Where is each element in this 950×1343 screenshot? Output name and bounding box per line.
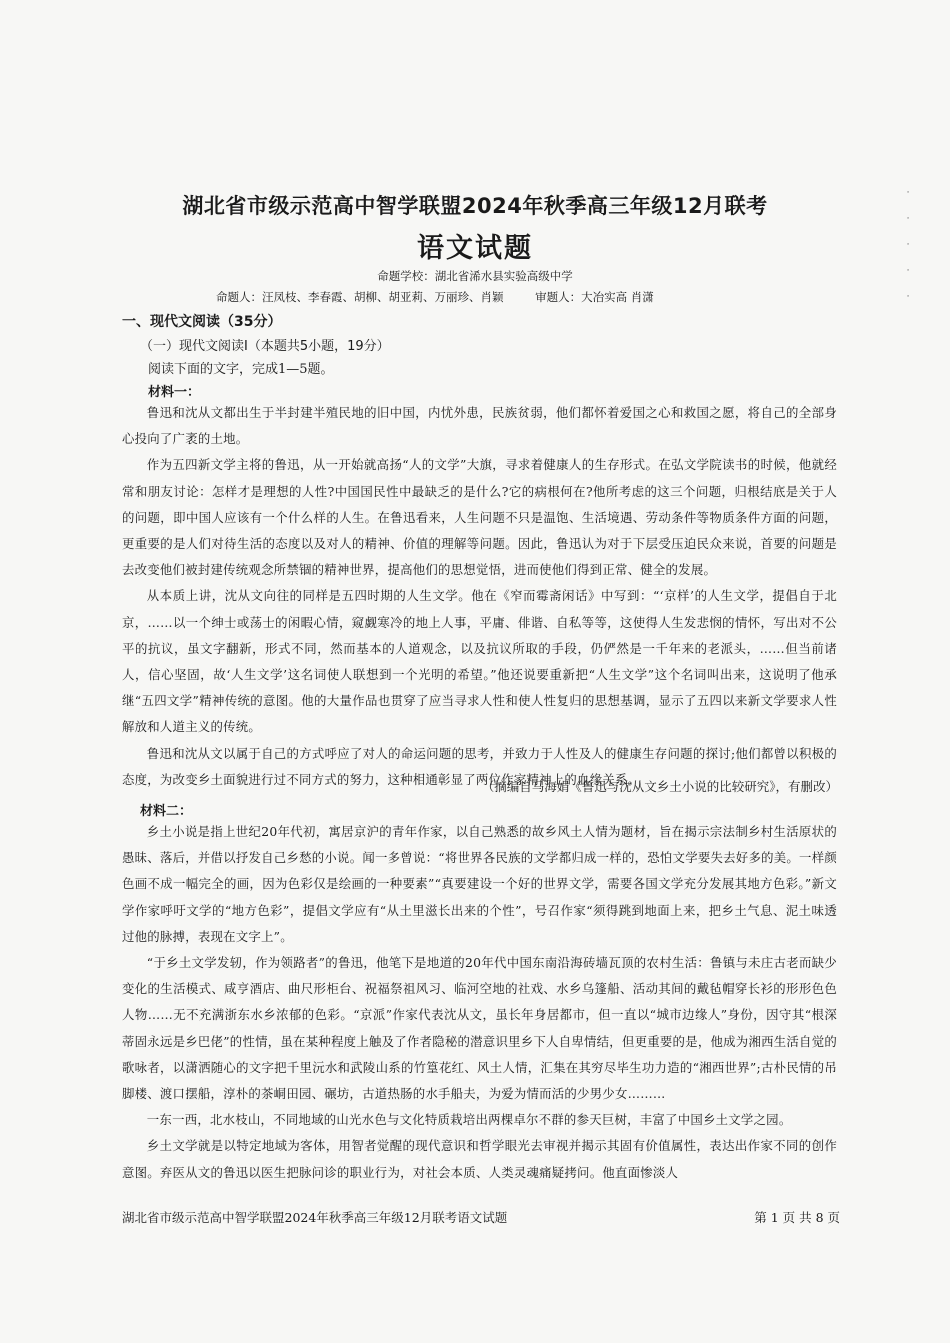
material1-source: （摘编自马海娟《鲁迅与沈从文乡土小说的比较研究》，有删改） [481,779,838,794]
section-heading: 一、现代文阅读（35分） [122,314,282,330]
paragraph: 鲁迅和沈从文都出生于半封建半殖民地的旧中国，内忧外患，民族贫弱，他们都怀着爱国之心和救国之愿，将自己的全部身心投向了广袤的土地。 [122,405,837,447]
page-footer [122,1208,840,1226]
margin-mark: · [906,266,910,276]
paragraph: 乡土文学就是以特定地域为客体，用智者觉醒的现代意识和哲学眼光去审视并揭示其固有价值属性，表达出作家不同的创作意图。弃医从文的鲁迅以医生把脉问诊的职业行为，对社会本质、人类灵魂痛疑拷问。他直面惨淡人 [122,1138,837,1180]
material2-body [122,819,837,1186]
page-number: 第 1 页 共 8 页 [754,1210,840,1225]
material2-label: 材料二： [140,804,193,819]
material1-label: 材料一： [148,385,201,400]
paragraph: 从本质上讲，沈从文向往的同样是五四时期的人生文学。他在《窄而霉斋闲话》中写到：“‘京样’的人生文学，提倡自于北京，……以一个绅士或荡士的闲暇心情，窥觑寒冷的地上人事，平庸、俳谐、自私等等，这使得人生发悲悯的情怀，写出对不公平的抗议，虽文字翻新，形式不同，然而基本的人道观念，以及抗议所取的手段，仍俨然是一千年来的老派头，……但当前诸人，信心坚固，故‘人生文学’这名词使人联想到一个光明的希望。”他还说要重新把“人生文学”这个名词叫出来，这说明了他承继“五四文学”精神传统的意图。他的大量作品也贯穿了应当寻求人性和使人性复归的思想基调，显示了五四以来新文学要求人性解放和人道主义的传统。 [122,588,837,735]
author-line [216,289,654,305]
margin-mark: · [906,292,910,302]
margin-mark: · [906,240,910,250]
paragraph: 一东一西，北水枝山，不同地域的山光水色与文化特质栽培出两棵卓尔不群的参天巨树，丰富了中国乡土文学之园。 [146,1112,792,1128]
paragraph: 鲁迅和沈从文以属于自己的方式呼应了对人的命运问题的思考，并致力于人性及人的健康生存问题的探讨;他们都曾以积极的态度，为改变乡土面貌进行过不同方式的努力，这种相通彰显了两位作家精神上的血缘关系。 [122,745,837,787]
margin-mark: · [906,214,910,224]
proposing-school: 命题学校：湖北省浠水县实验高级中学 [377,269,573,283]
instruction: 阅读下面的文字，完成1—5题。 [148,362,334,377]
margin-mark: · [906,188,910,198]
authors: 命题人：汪凤枝、李春霞、胡柳、胡亚莉、万丽珍、肖颖 [216,290,504,304]
exam-title: 湖北省市级示范高中智学联盟2024年秋季高三年级12月联考 [182,194,768,218]
paragraph: 乡土小说是指上世纪20年代初，寓居京沪的青年作家，以自己熟悉的故乡风土人情为题材，旨在揭示宗法制乡村生活原状的愚昧、落后，并借以抒发自己乡愁的小说。闻一多曾说：“将世界各民族的文学都归成一样的，恐怕文学要失去好多的美。一样颜色画不成一幅完全的画，因为色彩仅是绘画的一种要素”“真要建设一个好的世界文学，需要各国文学充分发展其地方色彩。”新文学作家呼吁文学的“地方色彩”，提倡文学应有“从土里滋长出来的个性”，号召作家“须得跳到地面上来，把乡土气息、泥土味透过他的脉搏，表现在文字上”。 [122,824,837,944]
paragraph: “于乡土文学发轫，作为领路者”的鲁迅，他笔下是地道的20年代中国东南沿海砖墙瓦顶的农村生活：鲁镇与未庄古老而缺少变化的生活模式、咸亨酒店、曲尺形柜台、祝福祭祖风习、临河空地的社戏、水乡乌篷船、活动其间的戴毡帽穿长衫的形形色色人物……无不充满浙东水乡浓郁的色彩。“京派”作家代表沈从文，虽长年身居都市，但一直以“城市边缘人”身份，因守其“根深蒂固永远是乡巴佬”的性情，虽在某种程度上触及了作者隐秘的潜意识里乡下人自卑情结，但更重要的是，他成为湘西生活自觉的歌咏者，以潇洒随心的文字把千里沅水和武陵山系的竹篁花红、风土人情，汇集在其穷尽毕生功力造的“湘西世界”;古朴民情的吊脚楼、渡口摆船，淳朴的茶峒田园、碾坊，古道热肠的水手船夫，为爱为情而活的少男少女……… [122,955,837,1102]
part-heading: （一）现代文阅读Ⅰ（本题共5小题，19分） [140,339,390,354]
exam-subject: 语文试题 [417,233,533,264]
binding-margin-marks [898,180,918,310]
footer-exam-name: 湖北省市级示范高中智学联盟2024年秋季高三年级12月联考语文试题 [122,1210,508,1225]
reviewer: 审题人：大冶实高 肖潇 [535,290,654,304]
material1-body [122,400,837,793]
paragraph: 作为五四新文学主将的鲁迅，从一开始就高扬“人的文学”大旗，寻求着健康人的生存形式。在弘文学院读书的时候，他就经常和朋友讨论：怎样才是理想的人性?中国国民性中最缺乏的是什么?它的病根何在?他所考虑的这三个问题，归根结底是关于人的问题，即中国人应该有一个什么样的人生。在鲁迅看来，人生问题不只是温饱、生活境遇、劳动条件等物质条件方面的问题，更重要的是人们对待生活的态度以及对人的精神、价值的理解等问题。因此，鲁迅认为对于下层受压迫民众来说，首要的问题是去改变他们被封建传统观念所禁锢的精神世界，提高他们的思想觉悟，进而使他们得到正常、健全的发展。 [122,457,837,578]
